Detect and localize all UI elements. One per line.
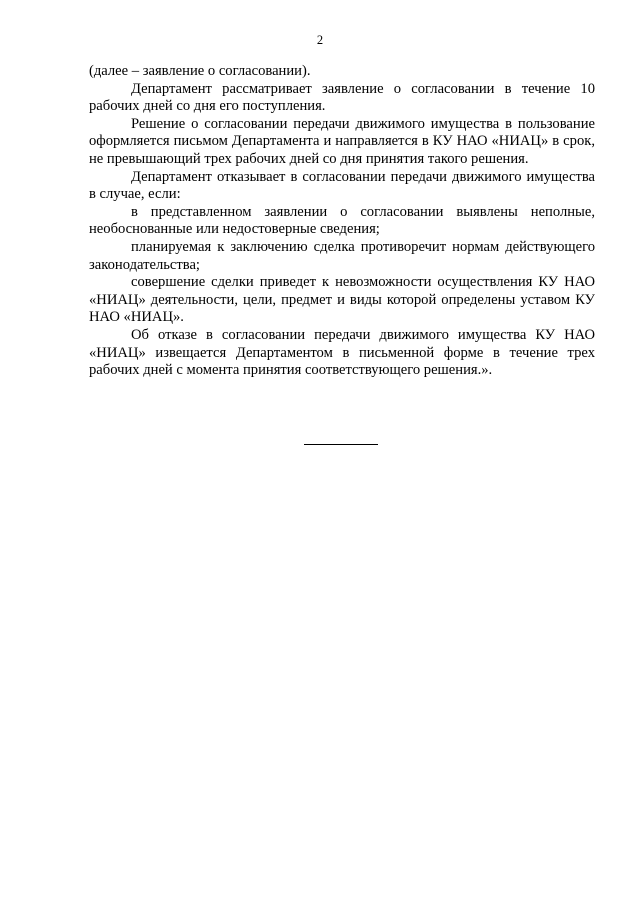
paragraph-refusal-notification: Об отказе в согласовании передачи движимого имущества КУ НАО «НИАЦ» извещается Департаментом в письменной форме в течение трех рабочих дней с момента принятия соответствующего решения.». <box>89 326 595 379</box>
paragraph-review-period: Департамент рассматривает заявление о согласовании в течение 10 рабочих дней со дня его поступления. <box>89 80 595 115</box>
end-of-document-rule <box>304 444 378 445</box>
page-number: 2 <box>316 33 324 47</box>
paragraph-condition-impossibility: совершение сделки приведет к невозможности осуществления КУ НАО «НИАЦ» деятельности, цели, предмет и виды которой определены уставом КУ НАО «НИАЦ». <box>89 274 595 326</box>
paragraph-refusal-conditions: Департамент отказывает в согласовании передачи движимого имущества в случае, если: <box>89 168 595 203</box>
paragraph-condition-incomplete-info: в представленном заявлении о согласовании выявлены неполные, необоснованные или недостоверные сведения; <box>89 203 595 238</box>
paragraph-condition-contradicts-law: планируемая к заключению сделка противоречит нормам действующего законодательства; <box>89 238 595 273</box>
paragraph-continuation: (далее – заявление о согласовании). <box>89 63 311 79</box>
paragraph-approval-decision: Решение о согласовании передачи движимого имущества в пользование оформляется письмом Департамента и направляется в КУ НАО «НИАЦ» в срок, не превышающий трех рабочих дней со дня принятия такого решения. <box>89 115 595 167</box>
document-body <box>89 63 595 380</box>
